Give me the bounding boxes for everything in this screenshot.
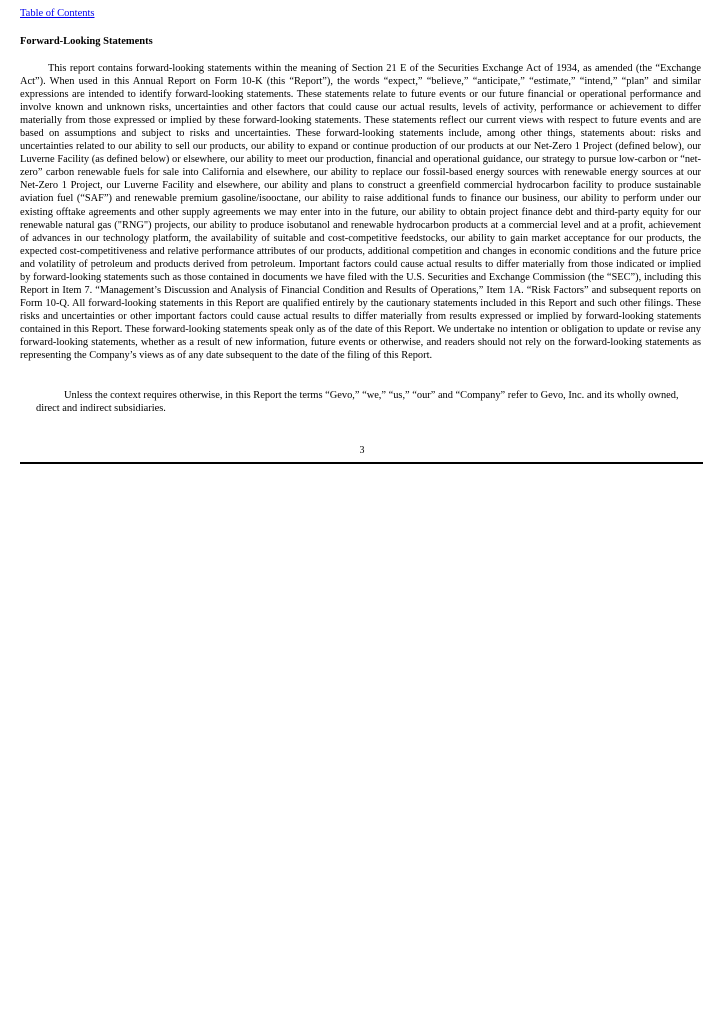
page-divider — [20, 462, 703, 464]
section-heading: Forward-Looking Statements — [20, 36, 153, 47]
terms-definition-paragraph: Unless the context requires otherwise, in this Report the terms “Gevo,” “we,” “us,” “our” and “Company” refer to Gevo, Inc. and its wholly owned, direct and indirect subsidiaries. — [36, 390, 679, 415]
page-number: 3 — [359, 445, 365, 456]
table-of-contents-link[interactable]: Table of Contents — [20, 8, 95, 19]
forward-looking-paragraph: This report contains forward-looking statements within the meaning of Section 21 E of the Securities Exchange Act of 1934, as amended (the “Exchange Act”). When used in this Annual Report on Form 10-K (this “Report”), the words “expect,” “believe,” “anticipate,” “estimate,” “intend,” “plan” and similar expressions are intended to identify forward-looking statements. These statements relate to future events or our future financial or operational performance and involve known and unknown risks, uncertainties and other factors that could cause our actual results, levels of activity, performance or achievement to differ materially from those expressed or implied by these forward-looking statements. These statements reflect our current views with respect to future events and are based on assumptions and subject to risks and uncertainties. These forward-looking statements include, among other things, statements about: risks and uncertainties related to our ability to sell our products, our ability to expand or continue production of our products at our Net-Zero 1 Project (defined below), our Luverne Facility (as defined below) or elsewhere, our ability to meet our production, financial and operational guidance, our strategy to pursue low-carbon or “net-zero” carbon renewable fuels for sale into California and elsewhere, our ability to replace our fossil-based energy sources with renewable energy sources at our Net-Zero 1 Project, our Luverne Facility and elsewhere, our ability and plans to construct a greenfield commercial hydrocarbon facility to produce sustainable aviation fuel (“SAF”) and renewable premium gasoline/isooctane, our ability to raise additional funds to finance our business, our ability to perform under our existing offtake agreements and other supply agreements we may enter into in the future, our ability to obtain project finance debt and third-party equity for our renewable natural gas ("RNG") projects, our ability to produce isobutanol and renewable hydrocarbon products at a commercial level and at a profit, achievement of advances in our technology platform, the availability of suitable and cost-competitive feedstocks, our ability to gain market acceptance for our products, the expected cost-competitiveness and relative performance attributes of our products, additional competition and changes in economic conditions and the future price and volatility of petroleum and products derived from petroleum. Important factors could cause actual results to differ materially from those indicated or implied by forward-looking statements such as those contained in documents we have filed with the U.S. Securities and Exchange Commission (the “SEC”), including this Report in Item 7. “Management’s Discussion and Analysis of Financial Condition and Results of Operations,” Item 1A. “Risk Factors” and subsequent reports on Form 10-Q. All forward-looking statements in this Report are qualified entirely by the cautionary statements included in this Report and such other filings. These risks and uncertainties or other important factors could cause actual results to differ materially from results expressed or implied by forward-looking statements contained in this Report. These forward-looking statements speak only as of the date of this Report. We undertake no intention or obligation to update or revise any forward-looking statements, whether as a result of new information, future events or otherwise, and readers should not rely on the forward-looking statements as representing the Company’s views as of any date subsequent to the date of the filing of this Report. — [20, 63, 701, 362]
